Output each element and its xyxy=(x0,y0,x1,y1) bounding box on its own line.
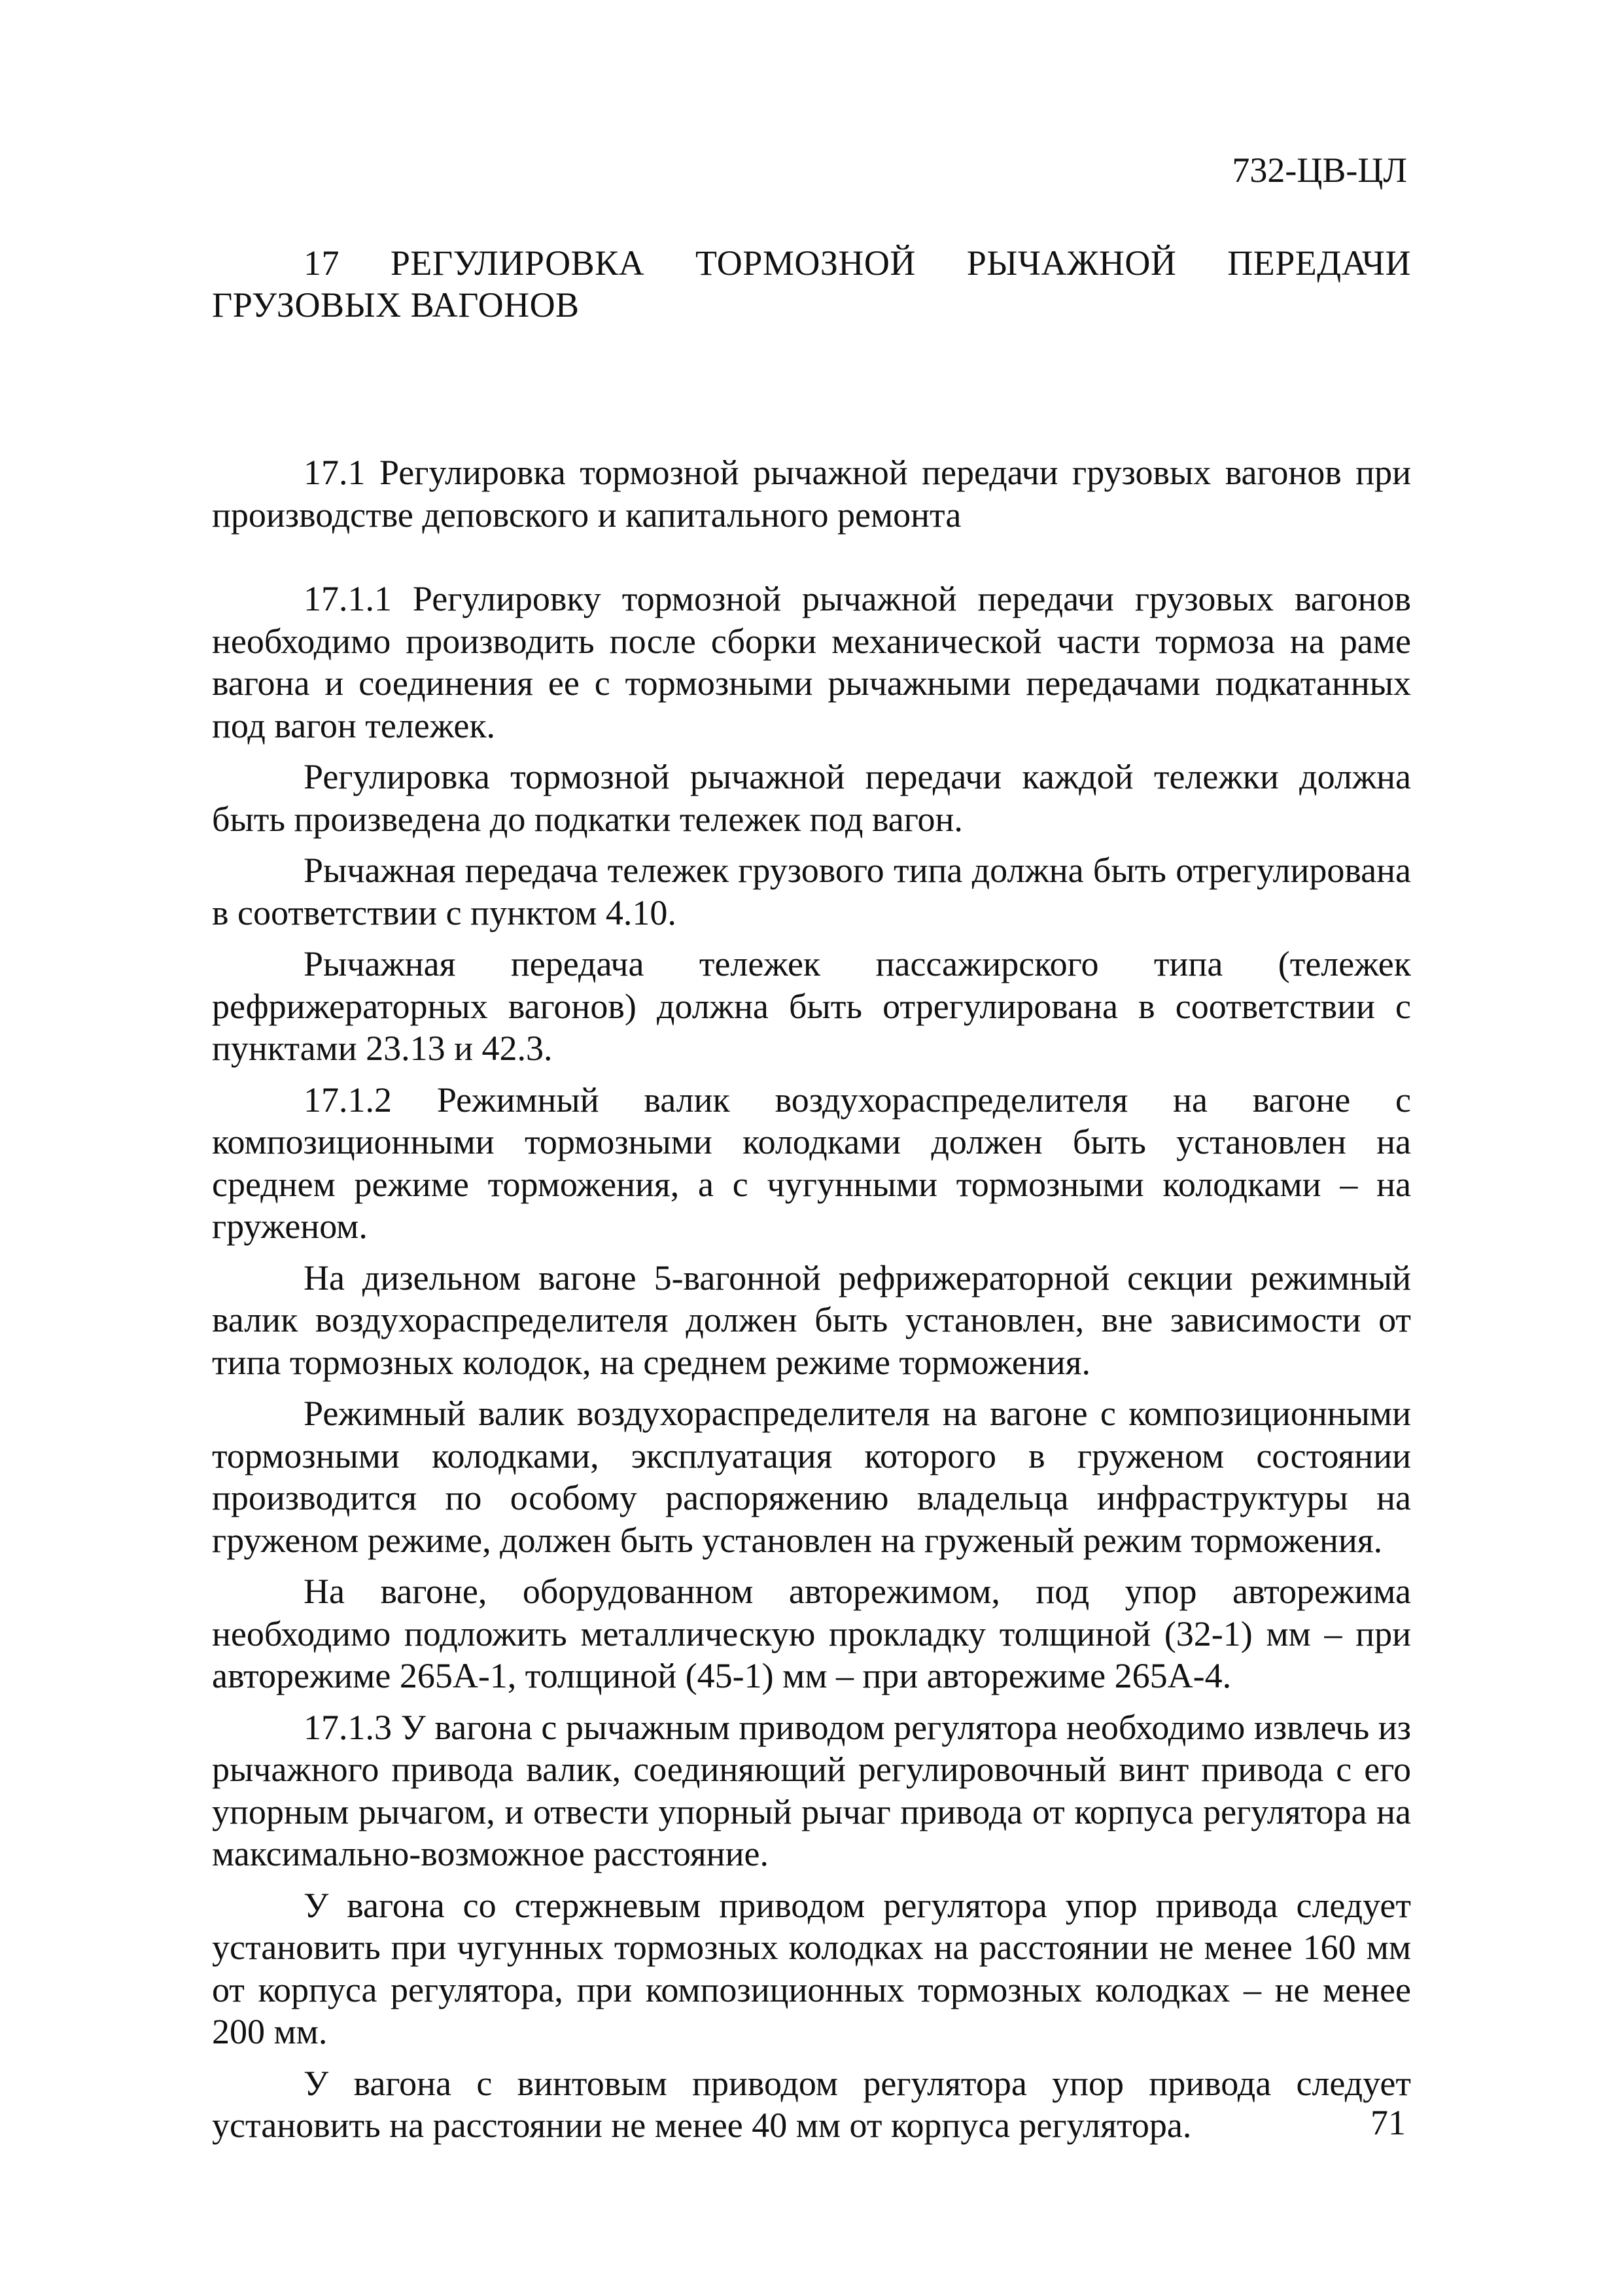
paragraph-17-1-3: 17.1.3 У вагона с рычажным приводом регулятора необходимо извлечь из рычажного привода валик, соединяющий регулировочный винт привода с его упорным рычагом, и отвести упорный рычаг привода от корпуса регулятора на максимально-возможное расстояние. xyxy=(212,1707,1411,1873)
paragraph-freight-bogie: Рычажная передача тележек грузового типа должна быть отрегулирована в соответствии с пунктом 4.10. xyxy=(212,851,1411,932)
paragraph-loaded-mode: Режимный валик воздухораспределителя на вагоне с композиционными тормозными колодками, эксплуатация которого в груженом состоянии производится по особому распоряжению владельца инфраструктуры на груженом режиме, должен быть установлен на груженый режим торможения. xyxy=(212,1394,1411,1560)
document-code: 732-ЦВ-ЦЛ xyxy=(1232,150,1407,190)
paragraph-auto-mode: На вагоне, оборудованном авторежимом, под упор авторежима необходимо подложить металлическую прокладку толщиной (32-1) мм – при авторежиме 265А-1, толщиной (45-1) мм – при авторежиме 265А-4. xyxy=(212,1572,1411,1695)
paragraph-passenger-bogie: Рычажная передача тележек пассажирского типа (тележек рефрижераторных вагонов) должна быть отрегулирована в соответствии с пунктами 23.13 и 42.3. xyxy=(212,944,1411,1068)
section-heading: 17 РЕГУЛИРОВКА ТОРМОЗНОЙ РЫЧАЖНОЙ ПЕРЕДАЧИ ГРУЗОВЫХ ВАГОНОВ xyxy=(212,243,1411,325)
subsection-heading: 17.1 Регулировка тормозной рычажной передачи грузовых вагонов при производстве деповского и капитального ремонта xyxy=(212,453,1411,535)
paragraph-17-1-1: 17.1.1 Регулировку тормозной рычажной передачи грузовых вагонов необходимо производить после сборки механической части тормоза на раме вагона и соединения ее с тормозными рычажными передачами подкатанных под вагон тележек. xyxy=(212,579,1411,745)
paragraph-17-1-2: 17.1.2 Режимный валик воздухораспределителя на вагоне с композиционными тормозными колодками должен быть установлен на среднем режиме торможения, а с чугунными тормозными колодками – на груженом. xyxy=(212,1080,1411,1246)
paragraph-diesel-wagon: На дизельном вагоне 5-вагонной рефрижераторной секции режимный валик воздухораспределителя должен быть установлен, вне зависимости от типа тормозных колодок, на среднем режиме торможения. xyxy=(212,1258,1411,1382)
page-content xyxy=(212,242,1411,2147)
paragraph-bogie-adjustment: Регулировка тормозной рычажной передачи каждой тележки должна быть произведена до подкатки тележек под вагон. xyxy=(212,757,1411,839)
page-number: 71 xyxy=(1370,2103,1406,2142)
paragraph-rod-drive: У вагона со стержневым приводом регулятора упор привода следует установить при чугунных тормозных колодках на расстоянии не менее 160 мм от корпуса регулятора, при композиционных тормозных колодках – не менее 200 мм. xyxy=(212,1885,1411,2051)
paragraph-screw-drive: У вагона с винтовым приводом регулятора упор привода следует установить на расстоянии не менее 40 мм от корпуса регулятора. xyxy=(212,2063,1411,2145)
